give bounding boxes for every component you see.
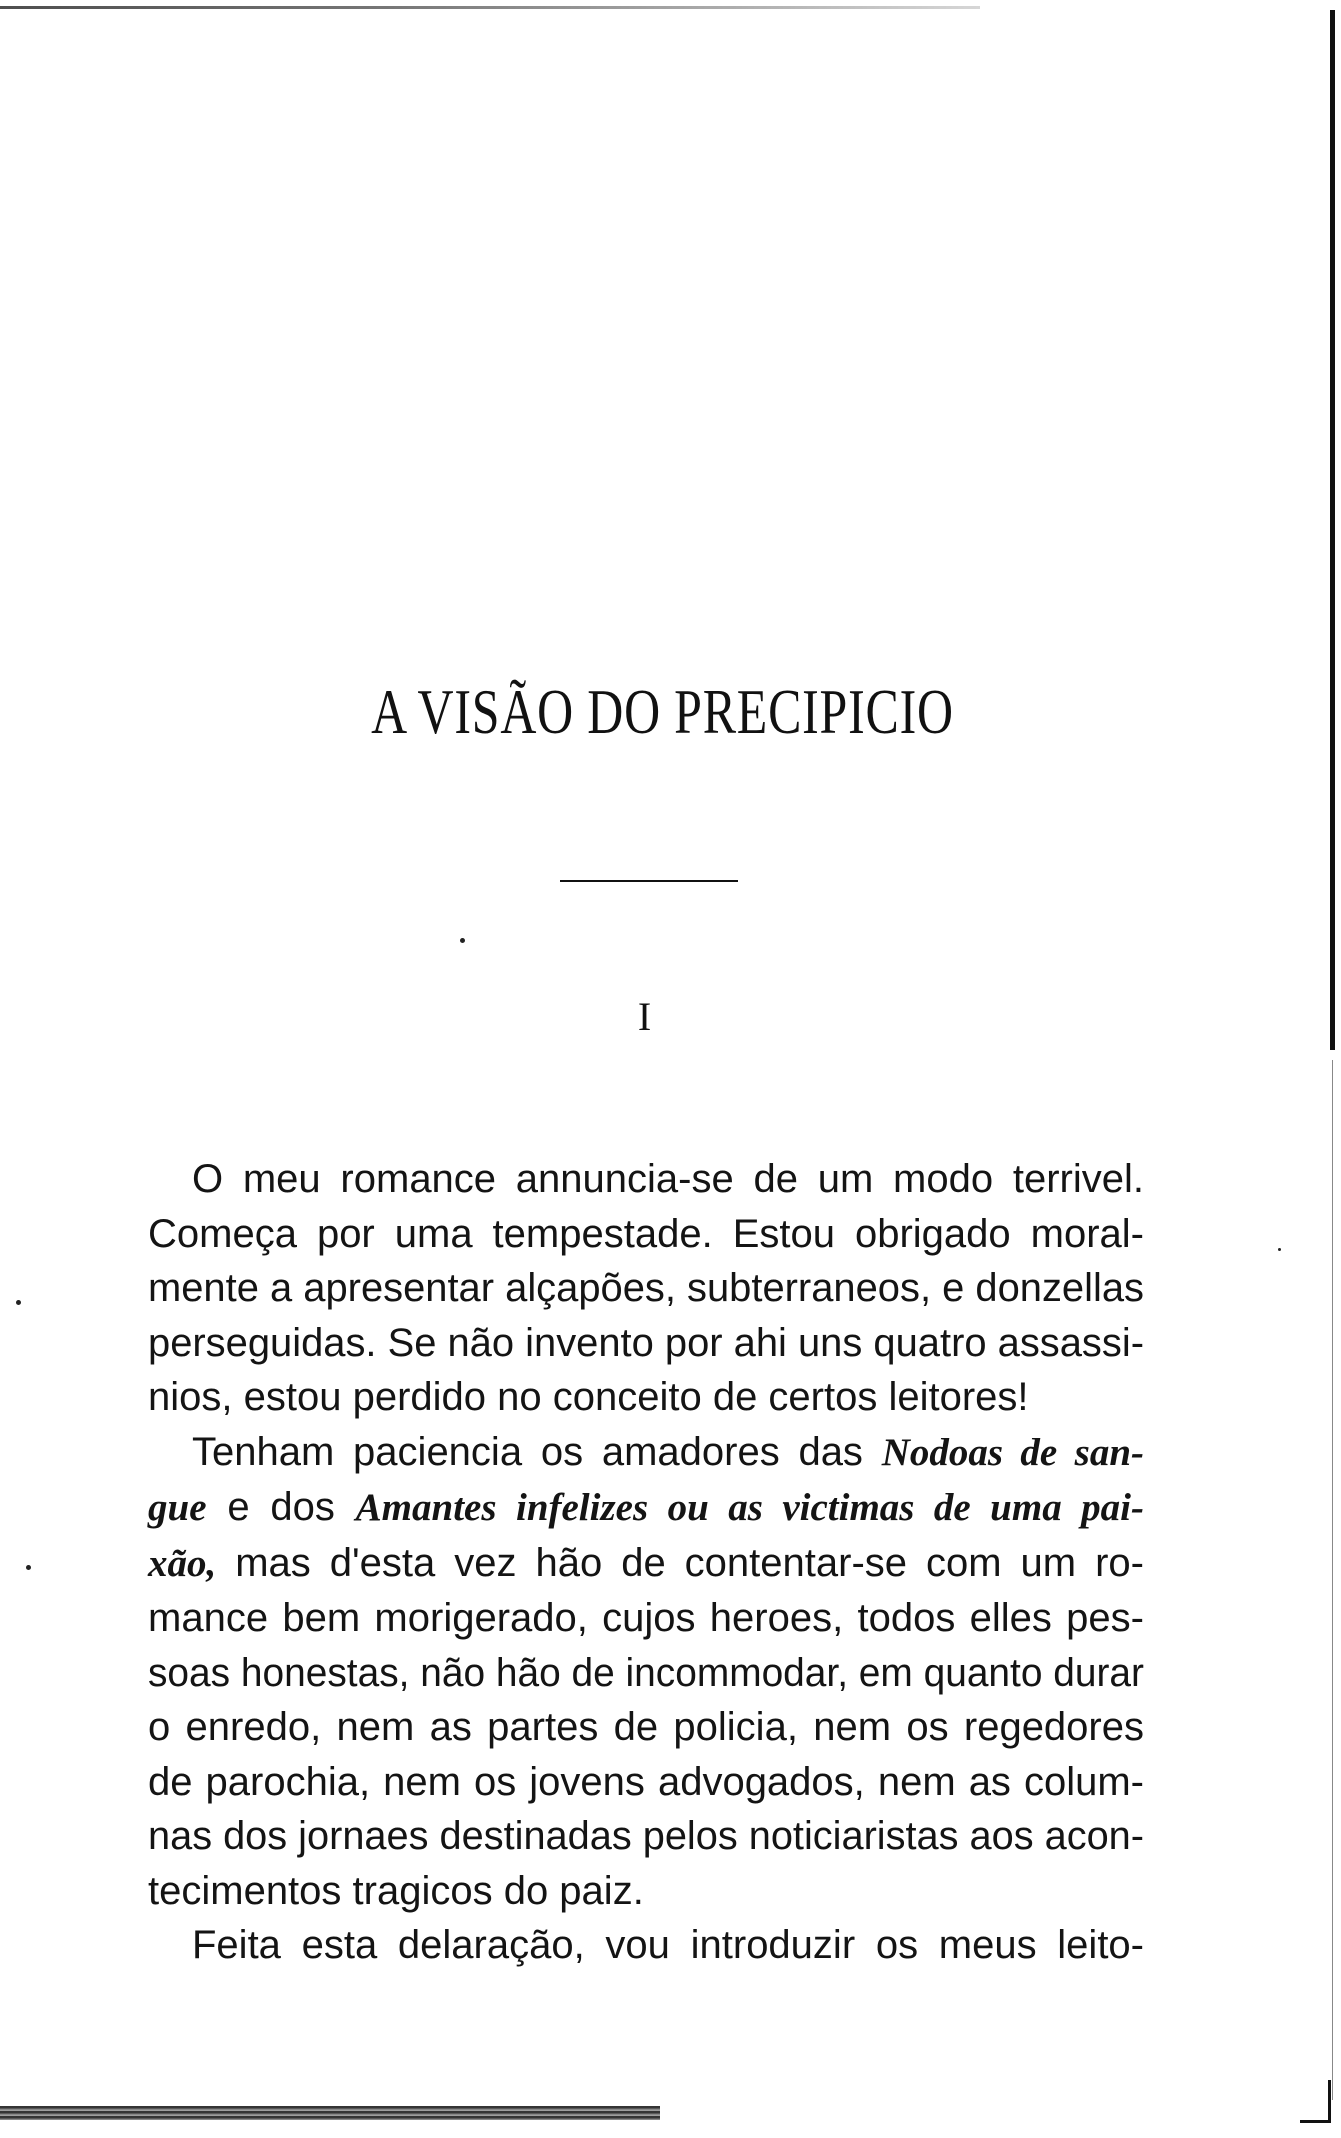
text-line: perseguidas. Se não invento por ahi uns quatro assassi- <box>148 1320 1144 1365</box>
title-divider <box>560 880 738 882</box>
paragraph-1 <box>148 1152 1144 1425</box>
body-text <box>148 1152 1144 1973</box>
ink-speck <box>26 1565 31 1570</box>
page-title: A VISÃO DO PRECIPICIO <box>371 676 954 747</box>
text-line: soas honestas, não hão de incommodar, em quanto durar <box>148 1650 1144 1695</box>
scan-edge-bottom <box>0 2106 660 2120</box>
italic-title: gue <box>148 1486 207 1529</box>
text-line: Feita esta delaração, vou introduzir os meus leito- <box>192 1923 1144 1967</box>
ink-speck <box>1278 1248 1281 1251</box>
paragraph-3 <box>148 1918 1144 1973</box>
text-line: gue e dos Amantes infelizes ou as victimas de uma pai- <box>148 1485 1144 1529</box>
italic-title: xão, <box>148 1541 217 1585</box>
text-line: Tenham paciencia os amadores das Nodoas de san- <box>192 1429 1144 1474</box>
scan-edge-right <box>1330 10 1335 1050</box>
scan-edge-top <box>0 6 980 9</box>
italic-title: Amantes infelizes ou as victimas de uma pai- <box>355 1486 1144 1529</box>
text-line: de parochia, nem os jovens advogados, nem as colum- <box>148 1759 1144 1804</box>
text-line: tecimentos tragicos do paiz. <box>148 1868 644 1913</box>
text-line: mente a apresentar alçapões, subterraneos, e donzellas <box>148 1266 1144 1310</box>
text-line: nios, estou perdido no conceito de certos leitores! <box>148 1375 1029 1419</box>
text-line: mance bem morigerado, cujos heroes, todos elles pes- <box>148 1596 1144 1640</box>
text-line: o enredo, nem as partes de policia, nem os regedores <box>148 1705 1144 1749</box>
italic-title: Nodoas de san- <box>881 1430 1144 1474</box>
ink-speck <box>460 938 465 943</box>
text-line: O meu romance annuncia-se de um modo terrivel. <box>192 1157 1144 1201</box>
text-line: Começa por uma tempestade. Estou obrigado moral- <box>148 1211 1144 1256</box>
text-line: nas dos jornaes destinadas pelos noticiaristas aos acon- <box>148 1814 1144 1858</box>
chapter-number: I <box>637 994 652 1039</box>
scan-corner-mark <box>1300 2080 1331 2123</box>
scan-edge-right-lower <box>1332 1060 1333 2100</box>
paragraph-2 <box>148 1425 1144 1919</box>
ink-speck <box>16 1300 21 1305</box>
text-line: xão, mas d'esta vez hão de contentar-se com um ro- <box>148 1540 1144 1585</box>
